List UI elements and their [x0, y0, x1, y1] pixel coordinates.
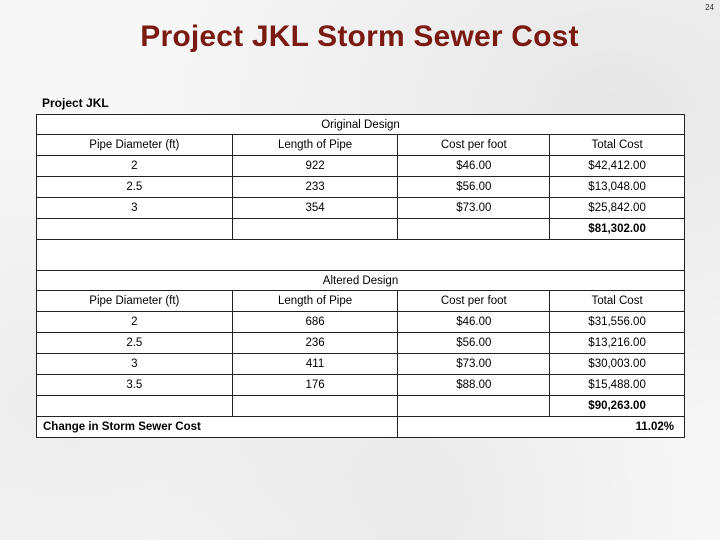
table-row [37, 333, 685, 354]
original-design-caption-row [37, 115, 685, 135]
table-cell: 3 [37, 354, 233, 375]
table-cell: 176 [232, 375, 398, 396]
original-design-caption: Original Design [37, 115, 685, 135]
table-row [37, 177, 685, 198]
table-cell: $25,842.00 [550, 198, 685, 219]
table-row [37, 312, 685, 333]
altered-total-cost: $90,263.00 [550, 396, 685, 417]
column-header: Length of Pipe [232, 135, 398, 156]
column-header: Pipe Diameter (ft) [37, 135, 233, 156]
column-header: Total Cost [550, 135, 685, 156]
page-title: Project JKL Storm Sewer Cost [140, 20, 579, 53]
table-row [37, 354, 685, 375]
table-cell: $46.00 [398, 312, 550, 333]
table-cell: $88.00 [398, 375, 550, 396]
table-row [37, 156, 685, 177]
table-cell: $56.00 [398, 177, 550, 198]
table-cell: 236 [232, 333, 398, 354]
table-cell: $56.00 [398, 333, 550, 354]
empty-cell [37, 219, 233, 240]
change-row [37, 417, 685, 438]
column-header: Length of Pipe [232, 291, 398, 312]
table-cell: $73.00 [398, 198, 550, 219]
table-cell: $13,048.00 [550, 177, 685, 198]
table-row [37, 198, 685, 219]
altered-total-row [37, 396, 685, 417]
table-cell: $46.00 [398, 156, 550, 177]
change-label: Change in Storm Sewer Cost [37, 417, 398, 438]
original-total-cost: $81,302.00 [550, 219, 685, 240]
table-cell: 3.5 [37, 375, 233, 396]
page-number: 24 [705, 3, 714, 12]
altered-design-caption-row [37, 271, 685, 291]
change-value: 11.02% [398, 417, 685, 438]
original-total-row [37, 219, 685, 240]
table-row [37, 375, 685, 396]
original-header-row [37, 135, 685, 156]
column-header: Cost per foot [398, 135, 550, 156]
column-header: Cost per foot [398, 291, 550, 312]
empty-cell [232, 219, 398, 240]
empty-cell [398, 219, 550, 240]
empty-cell [37, 240, 685, 271]
table-cell: 2 [37, 312, 233, 333]
altered-header-row [37, 291, 685, 312]
table-cell: 2.5 [37, 333, 233, 354]
column-header: Pipe Diameter (ft) [37, 291, 233, 312]
table-cell: $31,556.00 [550, 312, 685, 333]
table-cell: 411 [232, 354, 398, 375]
spacer-row [37, 240, 685, 271]
table-cell: $42,412.00 [550, 156, 685, 177]
table-cell: 3 [37, 198, 233, 219]
table-cell: $13,216.00 [550, 333, 685, 354]
table-cell: $73.00 [398, 354, 550, 375]
table-cell: $30,003.00 [550, 354, 685, 375]
table-cell: 922 [232, 156, 398, 177]
empty-cell [398, 396, 550, 417]
column-header: Total Cost [550, 291, 685, 312]
table-cell: 686 [232, 312, 398, 333]
empty-cell [232, 396, 398, 417]
table-cell: 233 [232, 177, 398, 198]
table-cell: 2.5 [37, 177, 233, 198]
storm-sewer-cost-table [36, 114, 685, 438]
project-label: Project JKL [42, 96, 109, 110]
table-cell: 2 [37, 156, 233, 177]
table-cell: $15,488.00 [550, 375, 685, 396]
empty-cell [37, 396, 233, 417]
altered-design-caption: Altered Design [37, 271, 685, 291]
table-cell: 354 [232, 198, 398, 219]
